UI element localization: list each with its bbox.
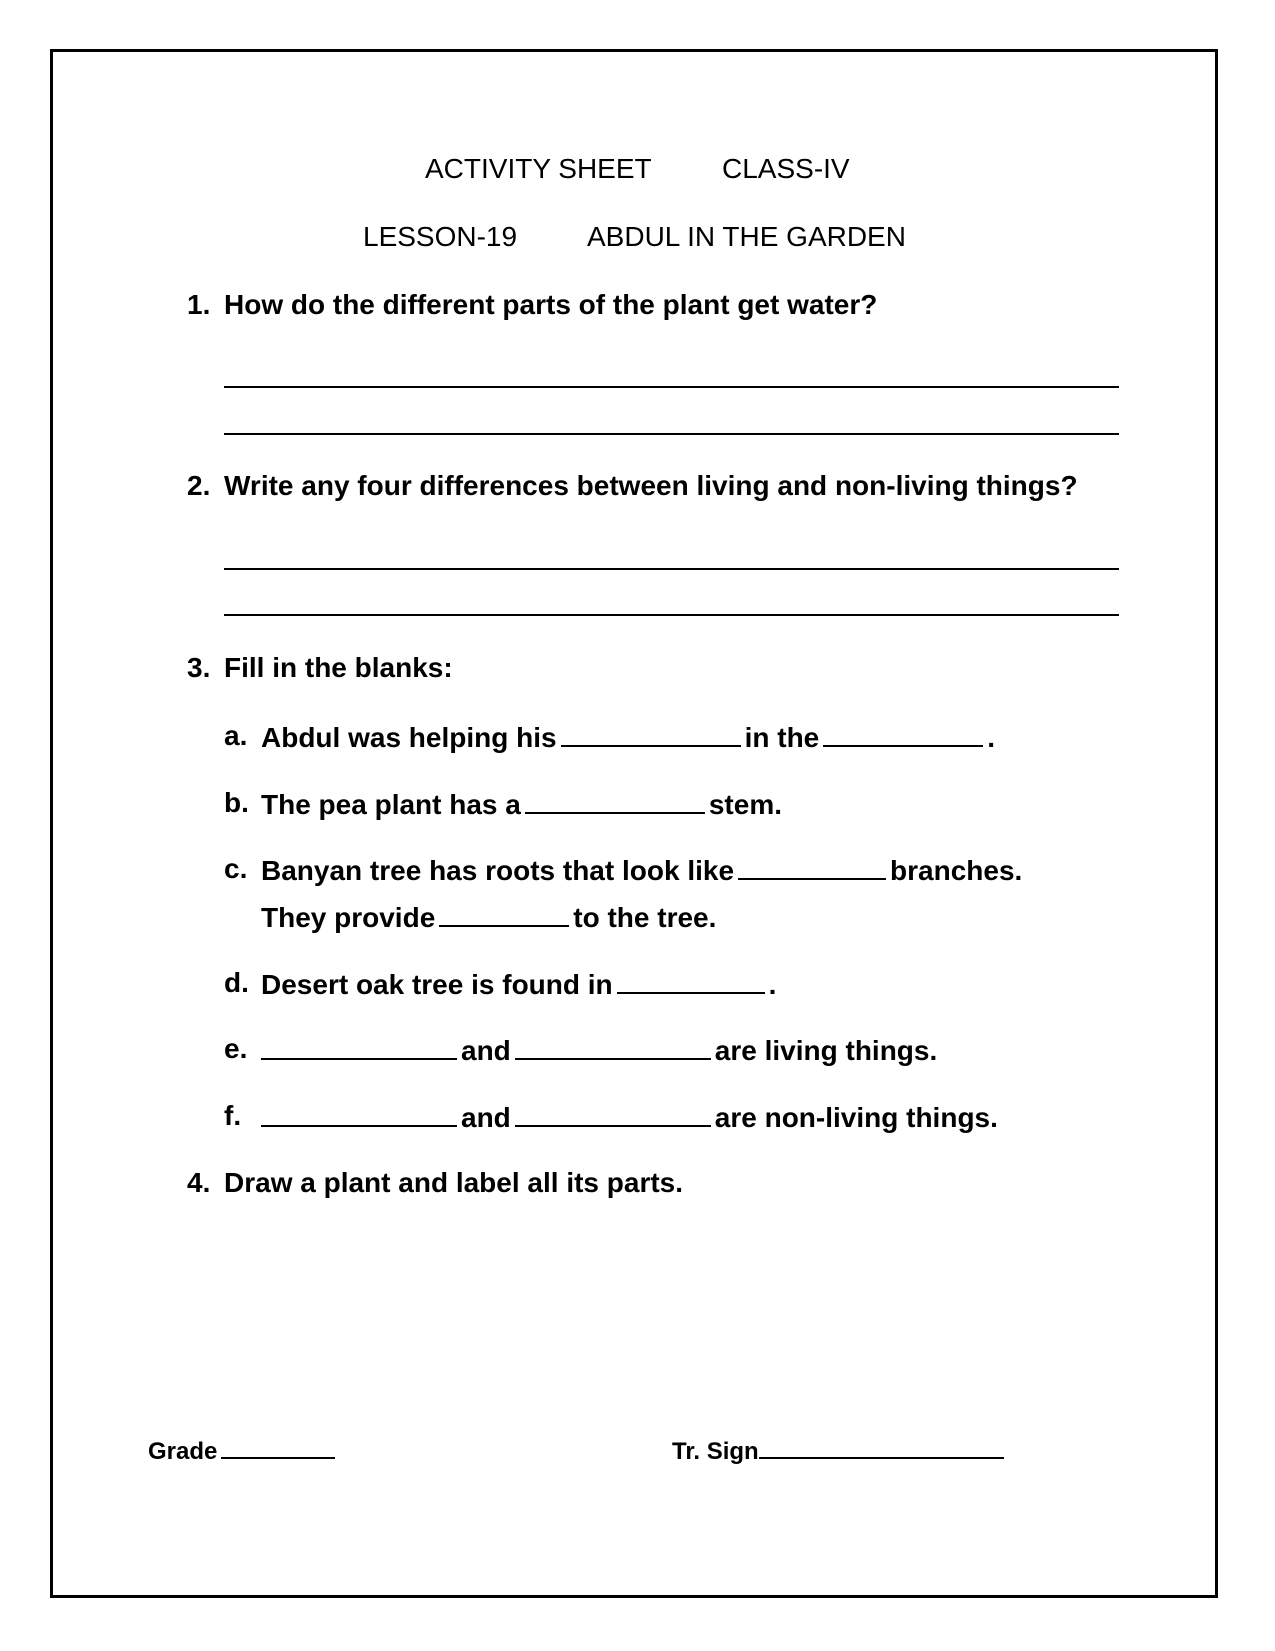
blank-c-letter: c. [224,853,248,884]
blank-f-sentence [257,1099,998,1135]
fill-blank[interactable] [738,852,886,880]
blank-e-part-2: are living things. [714,1035,938,1066]
grade-label: Grade [148,1438,218,1465]
question-1-text: How do the different parts of the plant get water? [224,289,878,320]
blank-e-part-1: and [461,1035,511,1066]
lesson-number: LESSON-19 [363,221,518,252]
blank-a-sentence [261,719,995,755]
blank-b-sentence [261,786,782,822]
teacher-sign-field [672,1435,1008,1469]
fill-blank[interactable] [261,1032,457,1060]
blank-a-part-1: Abdul was helping his [261,722,557,753]
blank-f-letter: f. [224,1100,242,1131]
grade-field [148,1435,339,1469]
blank-c-sentence-2 [261,899,716,935]
blank-c-part-3: They provide [261,902,436,933]
question-3-number: 3. [187,652,211,683]
grade-input-line[interactable] [221,1435,335,1459]
answer-line[interactable] [224,614,1119,616]
question-2-number: 2. [187,470,211,501]
question-4-number: 4. [187,1167,211,1198]
fill-blank[interactable] [525,786,705,814]
blank-d-part-2: . [768,969,777,1000]
blank-e-sentence [257,1032,937,1068]
blank-d-letter: d. [224,967,249,998]
blank-c-part-4: to the tree. [573,902,717,933]
fill-blank[interactable] [515,1032,711,1060]
drawing-area[interactable] [187,1215,1117,1415]
blank-b-letter: b. [224,787,249,818]
lesson-title: ABDUL IN THE GARDEN [587,221,906,252]
fill-blank[interactable] [823,719,983,747]
blank-a-letter: a. [224,720,248,751]
answer-line[interactable] [224,433,1119,435]
fill-blank[interactable] [261,1099,457,1127]
teacher-sign-line[interactable] [759,1435,1004,1459]
answer-line[interactable] [224,386,1119,388]
fill-blank[interactable] [561,719,741,747]
blank-a-part-2: in the [744,722,820,753]
blank-c-sentence-1 [261,852,1022,888]
question-4-text: Draw a plant and label all its parts. [224,1167,684,1198]
fill-blank[interactable] [515,1099,711,1127]
blank-c-part-1: Banyan tree has roots that look like [261,855,735,886]
question-1-number: 1. [187,289,211,320]
blank-a-part-3: . [987,722,996,753]
blank-e-letter: e. [224,1033,248,1064]
question-3-text: Fill in the blanks: [224,652,453,683]
blank-f-part-2: are non-living things. [714,1102,998,1133]
blank-f-part-1: and [461,1102,511,1133]
sheet-title: ACTIVITY SHEET [425,153,652,184]
teacher-sign-label: Tr. Sign [672,1438,759,1465]
class-label: CLASS-IV [722,153,850,184]
blank-d-part-1: Desert oak tree is found in [261,969,613,1000]
answer-line[interactable] [224,568,1119,570]
blank-b-part-2: stem. [708,789,783,820]
blank-d-sentence [261,966,776,1002]
blank-b-part-1: The pea plant has a [261,789,521,820]
fill-blank[interactable] [617,966,765,994]
fill-blank[interactable] [439,899,569,927]
blank-c-part-2: branches. [890,855,1023,886]
question-2-text: Write any four differences between living and non-living things? [224,470,1078,501]
